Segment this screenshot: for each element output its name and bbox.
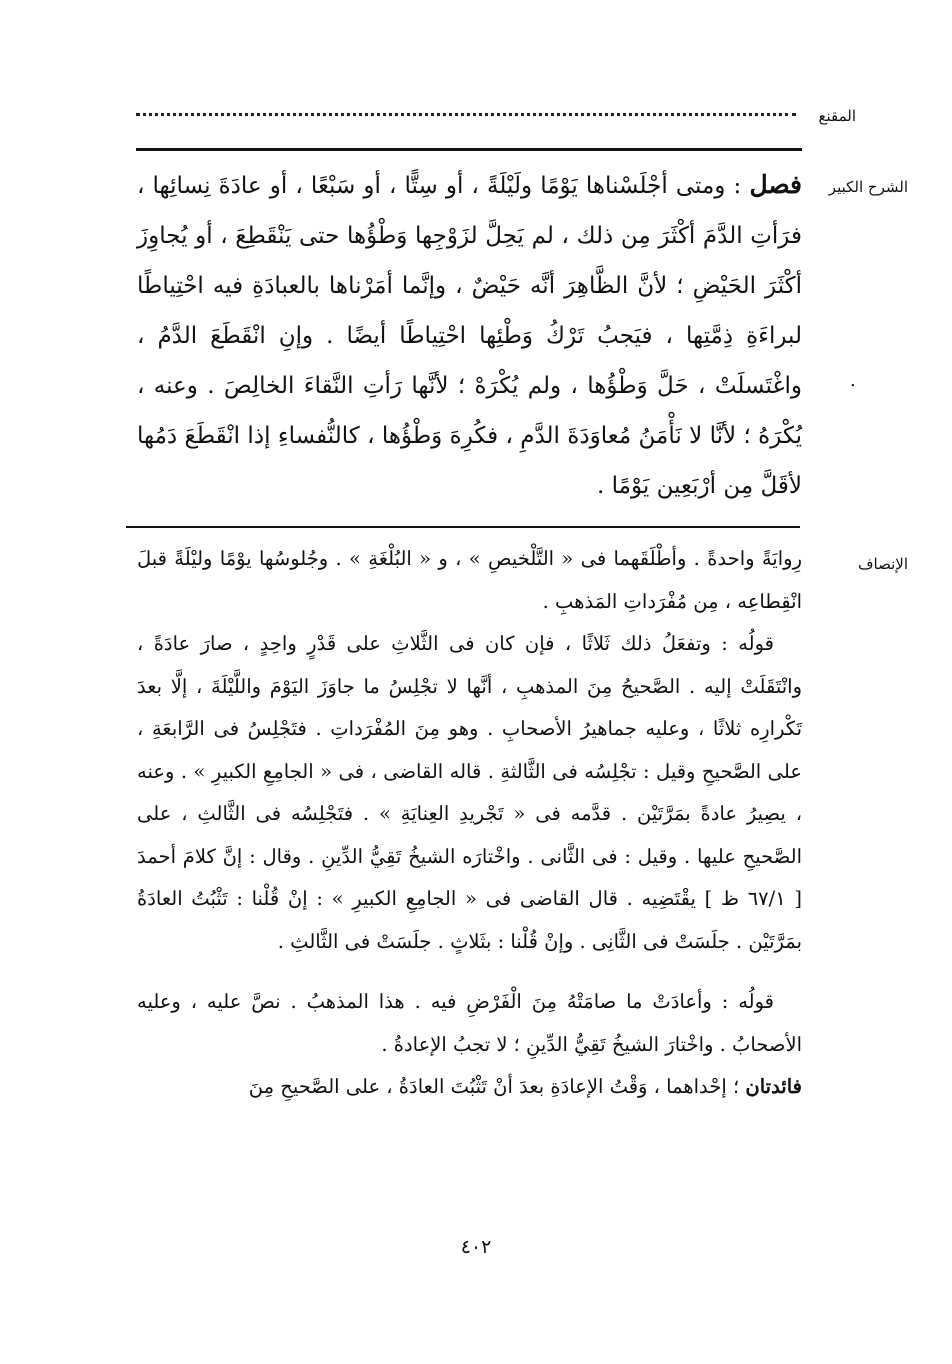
margin-label-sharh: الشرح الكبير [828,178,908,196]
page-number: ٤٠٢ [460,1236,492,1258]
running-title: المقنع [818,107,856,125]
sharh-lead-word: فصل [749,170,803,199]
insaf-paragraph-4 [137,1066,802,1109]
sharh-text-block [137,160,802,511]
header-rule [136,148,802,151]
section-divider [126,526,800,528]
insaf-lead-word: فائدتان [745,1075,802,1098]
margin-label-insaf: الإنصاف [857,555,908,573]
insaf-paragraph-1: رِوايَةً واحدةً . وأطْلَقَهما فى « التَّلْخيصِ » ، و « البُلْغَةِ » . وجُلوسُها يوْمًا وليْلَةً قبلَ انْقِطاعِه ، مِن مُفْرَداتِ المَذهبِ . [137,547,802,613]
sharh-body: : ومتى أجْلَسْناها يَوْمًا ولَيْلَةً ، أو سِتًّا ، أو سَبْعًا ، أو عادَةَ نِسائِها ، فرَأتِ الدَّمَ أكْثَرَ مِن ذلك ، لم يَحِلَّ لزَوْجِها وَطْؤُها حتى يَنْقَطِعَ ، أو يُجاوِزَ أكْثَرَ الحَيْضِ ؛ لأنَّ الظَّاهِرَ أنَّه حَيْضٌ ، وإنَّما أمَرْناها بالعبادَةِ فيه احْتِياطًا لبراءَةِ ذِمَّتِها ، فيَجبُ تَرْكُ وَطْئِها احْتِياطًا أيضًا . وإنِ انْقَطَعَ الدَّمُ ، واغْتَسلَتْ ، حَلَّ وَطْؤُها ، ولم يُكْرَهْ ؛ لأنَّها رَأتِ النَّقاءَ الخالِصَ . وعنه ، يُكْرَهُ ؛ لأنَّا لا نَأْمَنُ مُعاوَدَةَ الدَّمِ ، فكُرِهَ وَطْؤُها ، كالنُّفساءِ إذا انْقَطَعَ دَمُها لأقَلَّ مِن أرْبَعِين يَوْمًا . [137,173,802,499]
insaf-paragraph-3: قولُه : وأعادَتْ ما صامَتْهُ مِنَ الْفَرْضِ فيه . هذا المذهبُ . نصَّ عليه ، وعليه الأصحابُ . واخْتارَ الشيخُ تَقِيُّ الدِّينِ ؛ لا تجبُ الإعادةُ . [137,990,802,1056]
sharh-paragraph [137,160,802,511]
insaf-paragraph-4-body: ؛ إحْداهما ، وَقْتُ الإعادَةِ بعدَ أنْ تَثْبُتَ العادَةُ ، على الصَّحيحِ مِنَ [248,1075,740,1098]
dotted-leader [136,113,796,116]
insaf-text-block [137,538,802,1109]
insaf-paragraph-2: قولُه : وتفعَلُ ذلك ثَلاثًا ، فإن كان فى الثَّلاثِ على قَدْرٍ واحِدٍ ، صارَ عادَةً ، وانْتَقَلَتْ إليه . الصَّحيحُ مِنَ المذهبِ ، أنَّها لا تجْلِسُ ما جاوَزَ اليَوْمَ واللَّيْلَةَ ، إلَّا بعدَ تَكْرارِه ثلاثًا ، وعليه جماهيرُ الأصحابِ . وهو مِنَ المُفْرَداتِ . فتَجْلِسُ فى الرَّابعَةِ ، على الصَّحيحِ وقيل : تجْلِسُه فى الثَّالثةِ . قاله القاضى ، فى « الجامِعِ الكبيرِ » . وعنه ، يصِيرُ عادةً بمَرَّتَيْن . قدَّمه فى « تَجْريدِ العِنايَةِ » . فتَجْلِسُه فى الثَّالثِ ، على الصَّحيحِ عليها . وقيل : فى الثَّانى . واخْتارَه الشيخُ تَقِيُّ الدِّينِ . وقال : إنَّ كلامَ أحمدَ [ ٦٧/١ ظ ] يقْتَضِيه . قال القاضى فى « الجامِعِ الكبيرِ » : إنْ قُلْنا : تَثْبُتُ العادَةُ بمَرَّتَيْن . جلَسَتْ فى الثَّانِى . وإنْ قُلْنا : بثَلاثٍ . جلَسَتْ فى الثَّالثِ . [137,632,803,953]
margin-dot: . [850,370,856,391]
